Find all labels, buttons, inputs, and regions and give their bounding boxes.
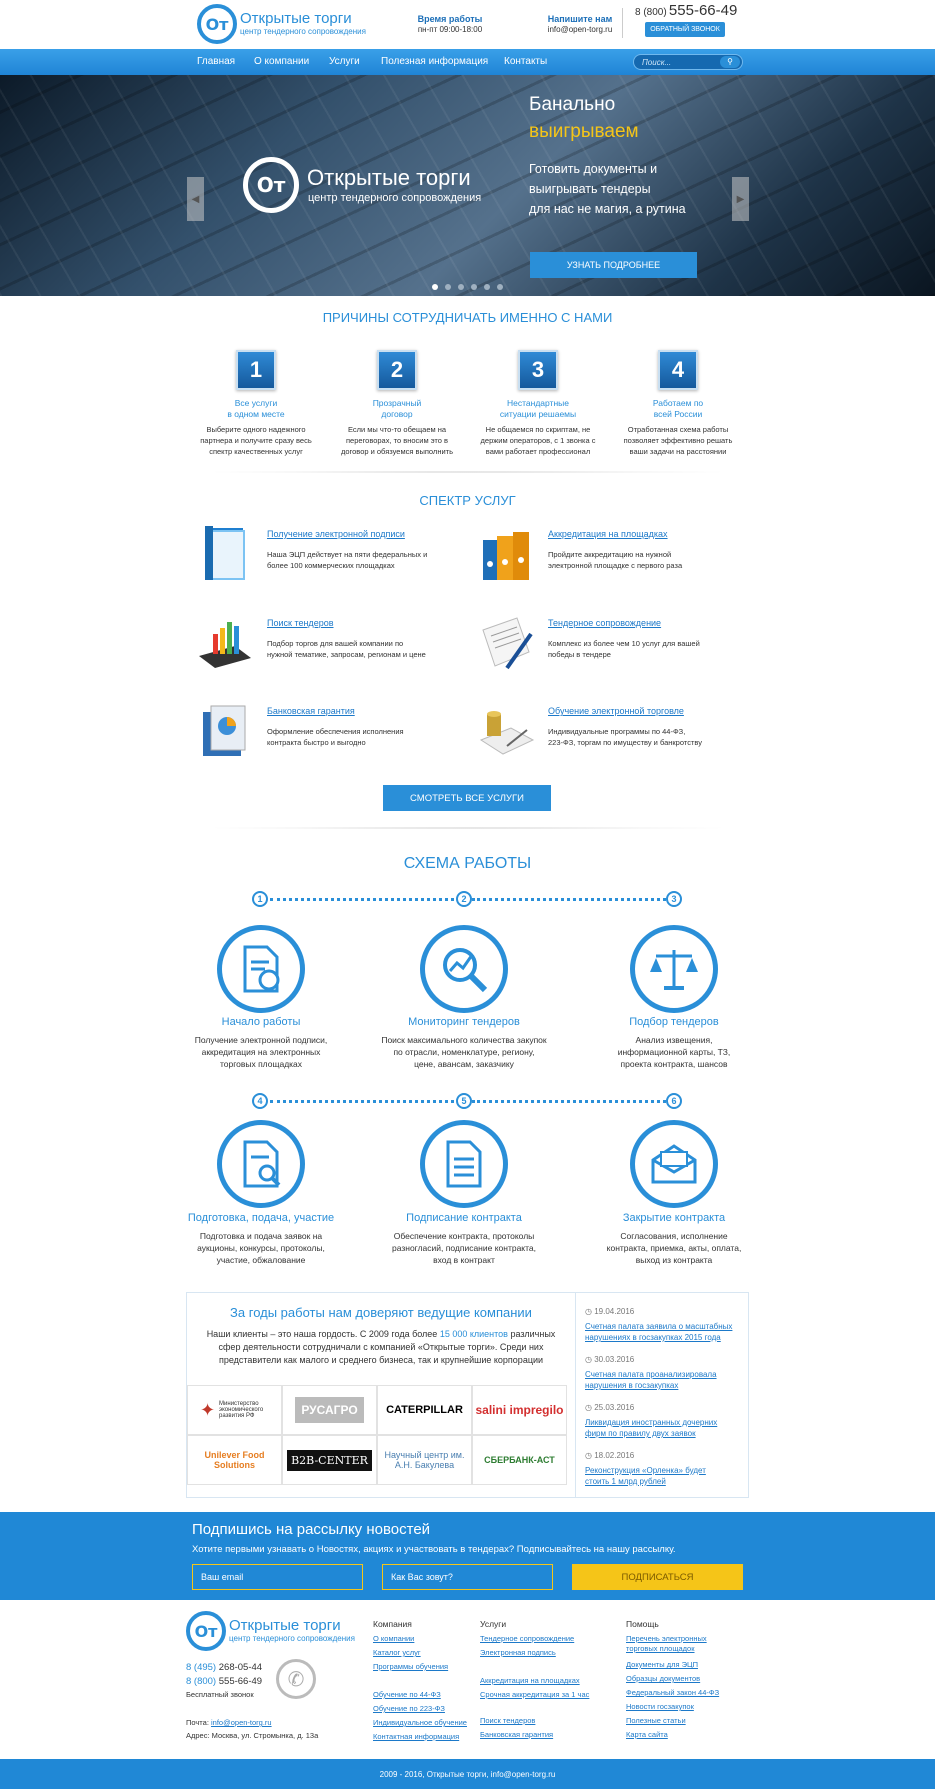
- slider-dot[interactable]: [458, 284, 464, 290]
- footer-mail-link[interactable]: info@open-torg.ru: [211, 1718, 272, 1727]
- chart-tablet-icon: [195, 612, 253, 672]
- news-link[interactable]: Счетная палата заявила о масштабных нарушениях в госзакупках 2015 года: [585, 1322, 733, 1342]
- news-date: ◷ 19.04.2016: [585, 1307, 635, 1316]
- book-icon: [197, 524, 255, 584]
- hero-logo-glyph: Oт: [256, 173, 286, 197]
- all-services-button[interactable]: СМОТРЕТЬ ВСЕ УСЛУГИ: [383, 785, 551, 811]
- subscribe-text: Хотите первыми узнавать о Новостях, акциях и участвовать в тендерах? Подписывайтесь на нашу рассылку.: [192, 1544, 676, 1555]
- step-number: 2: [456, 891, 472, 907]
- reason-text: Выберите одного надежного партнера и получите сразу весь спектр качественных услуг: [200, 425, 312, 456]
- hero-text-line: Готовить документы и: [529, 162, 658, 176]
- footer-link[interactable]: Программы обучения: [373, 1662, 449, 1671]
- step-title: Начало работы: [221, 1016, 301, 1028]
- header-phone[interactable]: [635, 2, 737, 19]
- service-text: Оформление обеспечения исполнения контракта быстро и выгодно: [267, 727, 404, 747]
- step-title: Подписание контракта: [406, 1212, 522, 1224]
- reason-number: 1: [236, 350, 276, 390]
- search-icon[interactable]: ⚲: [720, 56, 740, 68]
- step-title: Подбор тендеров: [629, 1016, 719, 1028]
- reason-title: Прозрачный договор: [372, 398, 422, 419]
- reason-text: Отработанная схема работы позволяет эффективно решать ваши задачи на расстоянии: [623, 425, 733, 456]
- news-date: ◷ 30.03.2016: [585, 1355, 635, 1364]
- email-field[interactable]: Ваш email: [192, 1564, 363, 1590]
- search-input[interactable]: [633, 54, 743, 70]
- footer-link[interactable]: Карта сайта: [626, 1730, 668, 1739]
- main-nav: [0, 49, 935, 75]
- service-link[interactable]: Аккредитация на площадках: [548, 529, 668, 539]
- callback-button[interactable]: ОБРАТНЫЙ ЗВОНОК: [645, 22, 725, 37]
- footer-link[interactable]: Тендерное сопровождение: [480, 1634, 575, 1643]
- hours-value: пн-пт 09:00-18:00: [417, 25, 483, 34]
- footer-logo-glyph: Oт: [194, 1621, 218, 1641]
- footer-link[interactable]: Новости госзакупок: [626, 1702, 694, 1711]
- footer-link[interactable]: Обучение по 223-ФЗ: [373, 1704, 445, 1713]
- service-link[interactable]: Тендерное сопровождение: [548, 618, 662, 628]
- footer-link[interactable]: Электронная подпись: [480, 1648, 556, 1657]
- footer-col-title: Услуги: [480, 1619, 507, 1629]
- scheme-title: СХЕМА РАБОТЫ: [403, 855, 532, 872]
- step-number: 6: [666, 1093, 682, 1109]
- step-number: 5: [456, 1093, 472, 1109]
- coins-papers-icon: [477, 700, 535, 760]
- hero-text-line: выигрывать тендеры: [529, 182, 651, 196]
- document-search-icon: [217, 1120, 305, 1208]
- footer-link[interactable]: Поиск тендеров: [480, 1716, 536, 1725]
- write-label: Напишите нам: [547, 14, 613, 24]
- footer-phone-2[interactable]: 8 (800) 555-66-49: [186, 1676, 263, 1687]
- hero-slider: [0, 75, 935, 296]
- logo-glyph: Oт: [205, 14, 229, 34]
- step-text: Поиск максимального количества закупок по отрасли, номенклатуре, региону, цене, авансам, заказчику: [381, 1035, 547, 1069]
- logo-icon[interactable]: [197, 4, 237, 44]
- logo-rusagro: РУСАГРО: [282, 1385, 377, 1435]
- copyright: 2009 - 2016, Открытые торги, info@open-torg.ru: [0, 1759, 935, 1789]
- logo-sberbank-ast: СБЕРБАНК-АСТ: [472, 1435, 567, 1485]
- services-title: СПЕКТР УСЛУГ: [419, 493, 516, 508]
- section-divider: [200, 471, 735, 473]
- learn-more-button[interactable]: УЗНАТЬ ПОДРОБНЕЕ: [530, 252, 697, 278]
- reason-number: 2: [377, 350, 417, 390]
- nav-item-contacts[interactable]: Контакты: [504, 56, 548, 67]
- footer-link[interactable]: Срочная аккредитация за 1 час: [480, 1690, 590, 1699]
- footer-link[interactable]: Аккредитация на площадках: [480, 1676, 580, 1685]
- footer-col-title: Компания: [373, 1619, 412, 1629]
- reason-text: Если мы что-то обещаем на переговорах, то вносим это в договор и обязуемся выполнить: [341, 425, 453, 456]
- logo-bakulev: Научный центр им. А.Н. Бакулева: [377, 1435, 472, 1485]
- service-text: Наша ЭЦП действует на пяти федеральных и более 100 коммерческих площадках: [267, 550, 428, 570]
- phone-icon: ✆: [276, 1659, 316, 1699]
- search-placeholder: Поиск...: [642, 58, 672, 67]
- arrow-left-icon[interactable]: ◀: [187, 177, 204, 221]
- step-number: 4: [252, 1093, 268, 1109]
- slider-dot[interactable]: [497, 284, 503, 290]
- document-icon: [420, 1120, 508, 1208]
- folders-icon: [477, 524, 535, 584]
- footer-link[interactable]: О компании: [373, 1634, 415, 1643]
- reason-number: 3: [518, 350, 558, 390]
- free-call-label: Бесплатный звонок: [186, 1690, 254, 1699]
- service-text: Пройдите аккредитацию на нужной электронной площадке с первого раза: [548, 550, 683, 570]
- footer-link[interactable]: Каталог услуг: [373, 1648, 421, 1657]
- news-date: ◷ 25.03.2016: [585, 1403, 635, 1412]
- reason-title: Работаем по всей России: [652, 398, 704, 419]
- logo-subtitle: центр тендерного сопровождения: [240, 27, 366, 36]
- email-link[interactable]: info@open-torg.ru: [547, 25, 613, 34]
- envelope-icon: [630, 1120, 718, 1208]
- trust-divider: [575, 1293, 576, 1497]
- step-title: Мониторинг тендеров: [408, 1016, 520, 1028]
- phone-number: 555-66-49: [668, 2, 738, 19]
- step-text: Получение электронной подписи, аккредитация на электронных торговых площадках: [194, 1035, 328, 1069]
- document-sync-icon: [217, 925, 305, 1013]
- service-link[interactable]: Обучение электронной торговле: [548, 706, 684, 716]
- nav-item-about[interactable]: О компании: [254, 56, 310, 67]
- hero-logo-title: Открытые торги: [307, 165, 471, 190]
- logo-unilever: Unilever Food Solutions: [187, 1435, 282, 1485]
- nav-item-services[interactable]: Услуги: [329, 56, 360, 67]
- footer-link[interactable]: Образцы документов: [626, 1674, 701, 1683]
- footer-mail: Почта: info@open-torg.ru: [186, 1718, 272, 1727]
- reason-text: Не общаемся по скриптам, не держим операторов, с 1 звонка с вами работает профессионал: [480, 425, 596, 456]
- step-text: Согласования, исполнение контракта, приемка, акты, оплата, выход из контракта: [606, 1231, 742, 1265]
- trust-title: За годы работы нам доверяют ведущие компании: [230, 1305, 532, 1320]
- news-date: ◷ 18.02.2016: [585, 1451, 635, 1460]
- hero-logo-icon: [243, 157, 299, 213]
- trust-section: [186, 1292, 749, 1498]
- subscribe-section: [0, 1512, 935, 1600]
- footer-link[interactable]: Индивидуальное обучение: [373, 1718, 467, 1727]
- footer-col-title: Помощь: [626, 1619, 659, 1629]
- step-text: Обеспечение контракта, протоколы разногласий, подписание контракта, вход в контракт: [392, 1231, 536, 1265]
- hours-label: Время работы: [417, 14, 483, 24]
- news-link[interactable]: Счетная палата проанализировала нарушения в госзакупках: [585, 1370, 717, 1390]
- service-link[interactable]: Получение электронной подписи: [267, 529, 405, 539]
- footer-link[interactable]: Федеральный закон 44-ФЗ: [626, 1688, 720, 1697]
- logo-b2b-center: B2B-CENTER: [282, 1435, 377, 1485]
- footer-address: Адрес: Москва, ул. Стромынка, д. 13а: [186, 1731, 319, 1740]
- service-text: Комплекс из более чем 10 услуг для вашей победы в тендере: [548, 639, 700, 659]
- footer-link[interactable]: Перечень электронных торговых площадок: [626, 1634, 707, 1653]
- logo-salini: salini impregilo: [472, 1385, 567, 1435]
- magnifier-chart-icon: [420, 925, 508, 1013]
- reason-title: Все услуги в одном месте: [227, 398, 285, 419]
- step-title: Закрытие контракта: [622, 1212, 726, 1224]
- footer-logo-subtitle: центр тендерного сопровождения: [229, 1634, 355, 1643]
- logo-title[interactable]: Открытые торги: [240, 10, 352, 27]
- footer-phone-1[interactable]: 8 (495) 268-05-44: [186, 1662, 263, 1673]
- logo-ministry: ✦ Министерство экономического развития РФ: [187, 1385, 282, 1435]
- nav-item-useful-info[interactable]: Полезная информация: [381, 56, 489, 67]
- footer-link[interactable]: Полезные статьи: [626, 1716, 686, 1725]
- service-text: Индивидуальные программы по 44-ФЗ, 223-ФЗ, торгам по имуществу и банкротству: [548, 727, 702, 747]
- step-number: 1: [252, 891, 268, 907]
- news-link[interactable]: Реконструкция «Орленка» будет стоить 1 млрд рублей: [585, 1466, 706, 1486]
- trust-text: Наши клиенты – это наша гордость. С 2009 года более 15 000 клиентов различных сфер деятельности сотрудничали с компанией «Открытые торги». Среди них представители как малого и среднего бизнеса, так и крупнейшие корпорации: [206, 1329, 556, 1365]
- header-divider: [622, 8, 623, 38]
- section-divider: [200, 827, 735, 829]
- step-text: Подготовка и подача заявок на аукционы, конкурсы, протоколы, участие, обжалование: [197, 1231, 325, 1265]
- footer-link[interactable]: Банковская гарантия: [480, 1730, 554, 1739]
- footer-link[interactable]: Контактная информация: [373, 1732, 460, 1741]
- step-connector: [270, 898, 460, 901]
- phone-prefix: 8 (800): [635, 7, 667, 18]
- step-number: 3: [666, 891, 682, 907]
- footer-logo-title[interactable]: Открытые торги: [229, 1617, 341, 1634]
- step-text: Анализ извещения, информационной карты, ТЗ, проекта контракта, шансов: [617, 1035, 731, 1069]
- arrow-right-icon[interactable]: ▶: [732, 177, 749, 221]
- reasons-title: ПРИЧИНЫ СОТРУДНИЧАТЬ ИМЕННО С НАМИ: [322, 310, 613, 325]
- logo-caterpillar: CATERPILLAR: [377, 1385, 472, 1435]
- hero-logo-subtitle: центр тендерного сопровождения: [308, 192, 482, 204]
- footer-link[interactable]: Обучение по 44-ФЗ: [373, 1690, 441, 1699]
- service-text: Подбор торгов для вашей компании по нужной тематике, запросам, регионам и цене: [267, 639, 426, 659]
- subscribe-title: Подпишись на рассылку новостей: [192, 1521, 431, 1538]
- hero-headline: Банально: [529, 94, 616, 115]
- nav-item-home[interactable]: Главная: [197, 56, 236, 67]
- slider-dot[interactable]: [445, 284, 451, 290]
- service-link[interactable]: Банковская гарантия: [267, 706, 355, 716]
- hero-text-line: для нас не магия, а рутина: [529, 202, 686, 216]
- step-connector: [472, 1100, 666, 1103]
- hero-headline-accent: выигрываем: [529, 121, 639, 142]
- step-connector: [472, 898, 666, 901]
- footer-link[interactable]: Документы для ЭЦП: [626, 1660, 698, 1669]
- subscribe-button[interactable]: ПОДПИСАТЬСЯ: [572, 1564, 743, 1590]
- scales-icon: [630, 925, 718, 1013]
- service-link[interactable]: Поиск тендеров: [267, 618, 334, 628]
- report-folder-icon: [197, 700, 255, 760]
- slider-dot[interactable]: [432, 284, 438, 290]
- step-connector: [270, 1100, 460, 1103]
- footer-logo-icon[interactable]: [186, 1611, 226, 1651]
- documents-pen-icon: [477, 612, 535, 672]
- step-title: Подготовка, подача, участие: [187, 1212, 335, 1224]
- news-link[interactable]: Ликвидация иностранных дочерних фирм по правилу двух заявок: [585, 1418, 718, 1438]
- slider-dot[interactable]: [484, 284, 490, 290]
- reason-title: Нестандартные ситуации решаемы: [499, 398, 577, 419]
- name-field[interactable]: Как Вас зовут?: [382, 1564, 553, 1590]
- slider-dot[interactable]: [471, 284, 477, 290]
- clients-count: 15 000 клиентов: [439, 1329, 508, 1339]
- hero-text: [529, 159, 729, 219]
- reason-number: 4: [658, 350, 698, 390]
